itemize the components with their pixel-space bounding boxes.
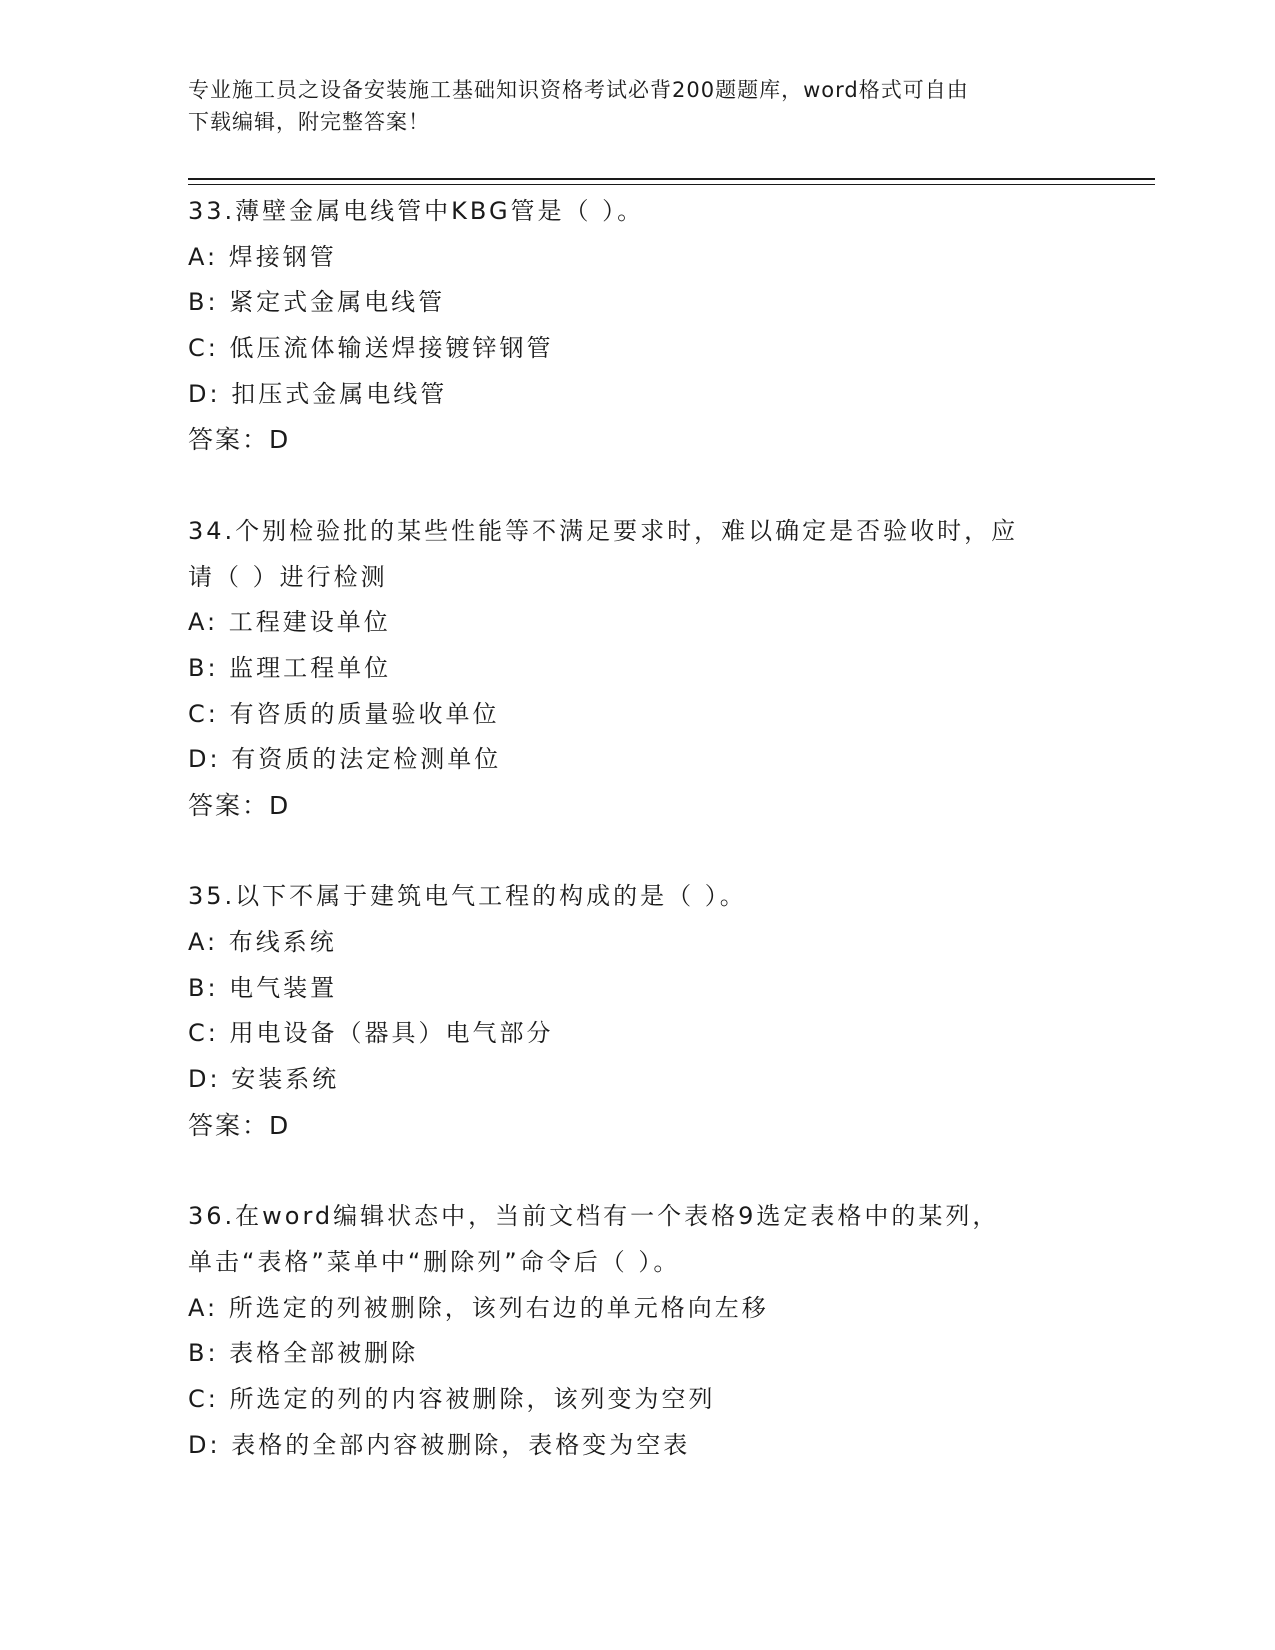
option-b: B: 监理工程单位 xyxy=(188,653,392,682)
question-35 xyxy=(188,874,1088,1148)
option-a: A: 布线系统 xyxy=(188,928,337,956)
option-b: B: 电气装置 xyxy=(188,973,338,1002)
question-33 xyxy=(188,189,1088,463)
option-d: D: 扣压式金属电线管 xyxy=(188,379,448,408)
header-divider-thin xyxy=(188,184,1155,185)
question-stem: 33.薄壁金属电线管中KBG管是（ ）。 xyxy=(188,197,645,225)
question-stem-continued: 请（ ）进行检测 xyxy=(188,562,388,591)
option-c: C: 所选定的列的内容被删除，该列变为空列 xyxy=(188,1384,716,1413)
option-a: A: 所选定的列被删除，该列右边的单元格向左移 xyxy=(188,1293,769,1322)
document-header xyxy=(188,74,1088,138)
answer: 答案：D xyxy=(188,790,291,820)
option-b: B: 紧定式金属电线管 xyxy=(188,288,446,317)
question-list xyxy=(188,189,1088,1514)
option-b: B: 表格全部被删除 xyxy=(188,1339,419,1368)
question-stem: 36.在word编辑状态中，当前文档有一个表格9选定表格中的某列， xyxy=(188,1202,1000,1231)
header-line-1: 专业施工员之设备安装施工基础知识资格考试必背200题题库，word格式可自由 xyxy=(188,78,969,102)
question-36 xyxy=(188,1194,1088,1468)
option-d: D: 有资质的法定检测单位 xyxy=(188,745,502,774)
option-c: C: 有咨质的质量验收单位 xyxy=(188,699,500,728)
question-stem-continued: 单击“表格”菜单中“删除列”命令后（ ）。 xyxy=(188,1247,681,1276)
option-c: C: 用电设备（器具）电气部分 xyxy=(188,1019,554,1048)
question-stem: 35.以下不属于建筑电气工程的构成的是（ ）。 xyxy=(188,882,747,911)
header-divider-thick xyxy=(188,178,1155,180)
question-34 xyxy=(188,509,1088,829)
question-stem: 34.个别检验批的某些性能等不满足要求时，难以确定是否验收时，应 xyxy=(188,516,1019,545)
header-line-2: 下载编辑，附完整答案！ xyxy=(188,110,430,134)
option-a: A: 焊接钢管 xyxy=(188,242,337,271)
option-a: A: 工程建设单位 xyxy=(188,608,391,637)
answer: 答案：D xyxy=(188,1110,291,1140)
option-c: C: 低压流体输送焊接镀锌钢管 xyxy=(188,334,554,363)
option-d: D: 表格的全部内容被删除，表格变为空表 xyxy=(188,1430,691,1459)
option-d: D: 安装系统 xyxy=(188,1065,340,1094)
answer: 答案：D xyxy=(188,425,291,455)
